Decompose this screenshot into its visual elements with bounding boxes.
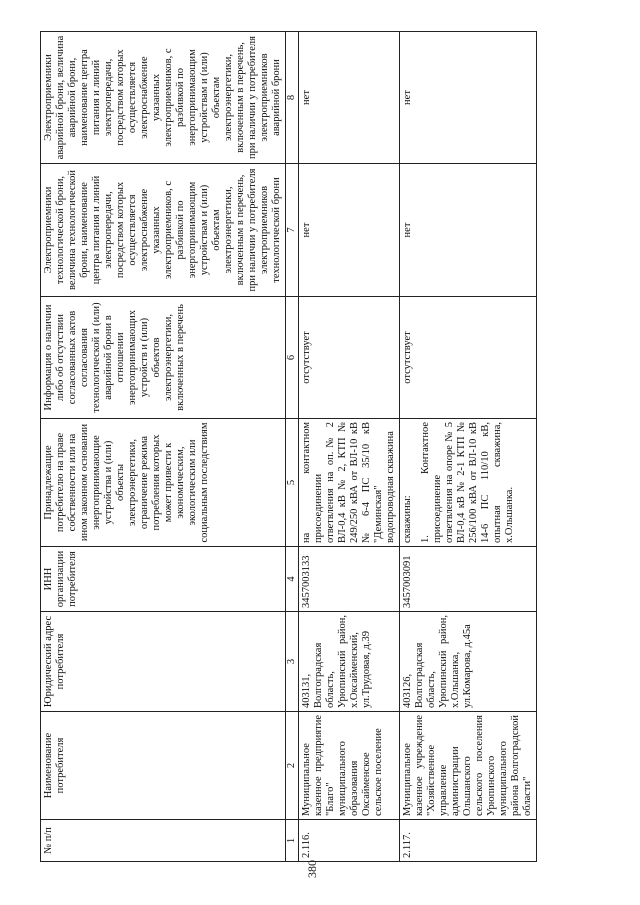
row-info: отсутствует: [400, 297, 537, 419]
row-name: Муниципальное казенное учреждение "Хозяйственное управление администрации Ольшанского сельского поселения Урюпинского муниципального района Волгоградской области": [400, 712, 537, 820]
row-devices: 1. Контактное присоединение ответвления на опоре № 5 ВЛ-0,4 кВ № 2-1 КТП № 256/100 кВА от ВЛ-10 кВ 14-6 ПС 110/10 кВ, опытная скважина, х.Ольшанка.: [420, 422, 515, 543]
rotated-page: [40, 32, 602, 862]
column-number: 8: [286, 32, 299, 164]
column-number: 7: [286, 164, 299, 297]
row-tech-reserve: нет: [299, 164, 400, 297]
column-number: 3: [286, 612, 299, 712]
header-name: Наименование потребителя: [41, 712, 286, 820]
header-address: Юридический адрес потребителя: [41, 612, 286, 712]
header-inn: ИНН организации потребителя: [41, 547, 286, 612]
row-address: 403131, Волгоградская область, Урюпинский район, х.Оксайменский, ул.Трудовая, д.39: [299, 612, 400, 712]
header-devices: Принадлежащие потребителю на праве собственности или на ином законном основании энергопринимающие устройства и (или) объекты электроэнергетики, ограничение режима потребления которых может привести к экономическим, экологическим или социальным последствиям: [41, 419, 286, 547]
row-inn: 3457003133: [299, 547, 400, 612]
table-row: [299, 32, 400, 862]
header-info: Информация о наличии либо об отсутствии согласованных актов согласования технологической и (или) аварийной брони в отношении энергопринимающих устройств и (или) объектов электроэнергетики, включенных в перечень: [41, 297, 286, 419]
row-address: 403126, Волгоградская область, Урюпинский район, х.Ольшанка, ул.Комарова, д.45а: [400, 612, 537, 712]
row-info: отсутствует: [299, 297, 400, 419]
column-number: 6: [286, 297, 299, 419]
header-row: [41, 32, 286, 862]
row-inn: 3457003091: [400, 547, 537, 612]
column-number-row: [286, 32, 299, 862]
row-devices: на контактном присоединении ответвления на оп.№ 2 ВЛ-0,4 кВ № 2, КТП № 249/250 кВА от ВЛ-10 кВ № 6-4 ПС 35/10 кВ "Деминская" водопроводная скважина: [299, 419, 400, 547]
header-tech-reserve: Электроприемники технологической брони, величина технологической брони, наименование центра питания и линий электропередачи, посредством которых осуществляется электроснабжение указанных электроприемников, с разбивкой по энергопринимающим устройствам и (или) объектам электроэнергетики, включенным в перечень, при наличии у потребителя электроприемников технологической брони: [41, 164, 286, 297]
consumers-table: [40, 31, 537, 862]
header-emergency-reserve: Электроприемники аварийной брони, величина аварийной брони, наименование центра питания и линий электропередачи, посредством которых осуществляется электроснабжение указанных электроприемников, с разбивкой по энергопринимающим устройствам и (или) объектам электроэнергетики, включенным в перечень, при наличии у потребителя электроприемников аварийной брони: [41, 32, 286, 164]
row-num: 2.116.: [299, 820, 400, 862]
column-number: 1: [286, 820, 299, 862]
column-number: 5: [286, 419, 299, 547]
row-devices-label: скважины:: [402, 495, 413, 543]
row-emergency-reserve: нет: [400, 32, 537, 164]
row-emergency-reserve: нет: [299, 32, 400, 164]
row-name: Муниципальное казенное предприятие "Благо" муниципального образования Оксайменское сельское поселение: [299, 712, 400, 820]
page-number: 380: [305, 860, 319, 878]
row-tech-reserve: нет: [400, 164, 537, 297]
row-num: 2.117.: [400, 820, 537, 862]
column-number: 2: [286, 712, 299, 820]
row-devices-cell: [400, 419, 537, 547]
header-num: № п/п: [41, 820, 286, 862]
column-number: 4: [286, 547, 299, 612]
table-row: [400, 32, 537, 862]
